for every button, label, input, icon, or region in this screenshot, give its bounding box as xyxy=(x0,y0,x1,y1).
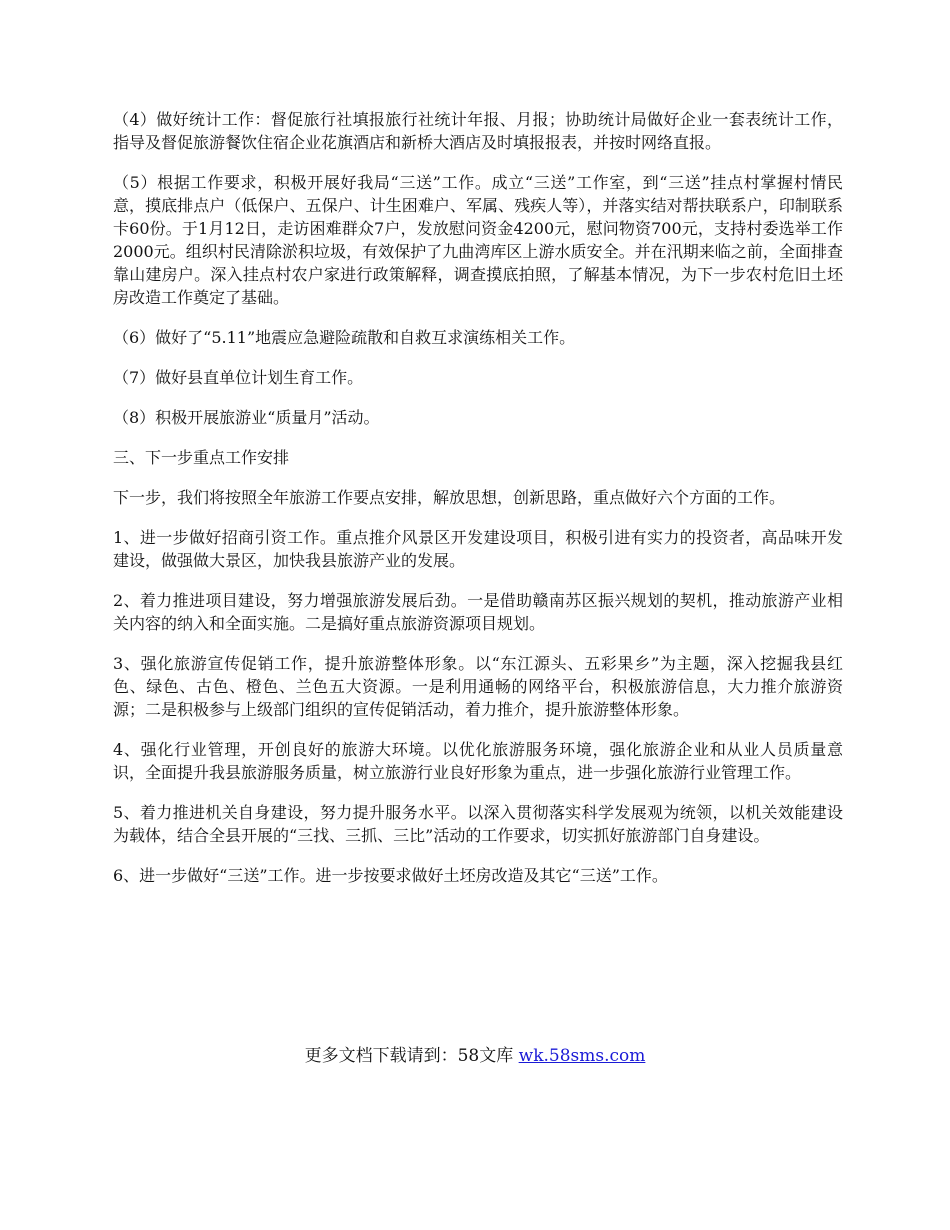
paragraph-item-1: 1、进一步做好招商引资工作。重点推介风景区开发建设项目，积极引进有实力的投资者，高品味开发建设，做强做大景区，加快我县旅游产业的发展。 xyxy=(113,528,843,570)
paragraph-item-6: 6、进一步做好“三送”工作。进一步按要求做好土坯房改造及其它“三送”工作。 xyxy=(113,866,668,885)
paragraph-earthquake-drill: （6）做好了“5.11”地震应急避险疏散和自救互求演练相关工作。 xyxy=(113,328,576,347)
paragraph-sansong-work: （5）根据工作要求，积极开展好我局“三送”工作。成立“三送”工作室，到“三送”挂点村掌握村情民意，摸底排点户（低保户、五保户、计生困难户、军属、残疾人等），并落实结对帮扶联系户，印制联系卡60份。于1月12日，走访困难群众7户，发放慰问资金4200元，慰问物资700元，支持村委选举工作2000元。组织村民清除淤积垃圾，有效保护了九曲湾库区上游水质安全。并在汛期来临之前，全面排查靠山建房户。深入挂点村农户家进行政策解释，调查摸底拍照，了解基本情况，为下一步农村危旧土坯房改造工作奠定了基础。 xyxy=(113,173,843,307)
paragraph-item-5: 5、着力推进机关自身建设，努力提升服务水平。以深入贯彻落实科学发展观为统领，以机关效能建设为载体，结合全县开展的“三找、三抓、三比”活动的工作要求，切实抓好旅游部门自身建设。 xyxy=(113,803,843,845)
paragraph-next-steps-intro: 下一步，我们将按照全年旅游工作要点安排，解放思想，创新思路，重点做好六个方面的工作。 xyxy=(113,488,786,507)
paragraph-quality-month: （8）积极开展旅游业“质量月”活动。 xyxy=(113,408,380,427)
footer-link[interactable]: wk.58sms.com xyxy=(518,1046,646,1066)
document-body xyxy=(113,108,843,904)
paragraph-item-2: 2、着力推进项目建设，努力增强旅游发展后劲。一是借助赣南苏区振兴规划的契机，推动旅游产业相关内容的纳入和全面实施。二是搞好重点旅游资源项目规划。 xyxy=(113,591,843,633)
footer xyxy=(0,1044,950,1068)
paragraph-statistics-work: （4）做好统计工作：督促旅行社填报旅行社统计年报、月报；协助统计局做好企业一套表统计工作，指导及督促旅游餐饮住宿企业花旗酒店和新桥大酒店及时填报报表，并按时网络直报。 xyxy=(113,110,843,152)
section-heading-next-steps: 三、下一步重点工作安排 xyxy=(113,448,290,467)
paragraph-item-3: 3、强化旅游宣传促销工作，提升旅游整体形象。以“东江源头、五彩果乡”为主题，深入挖掘我县红色、绿色、古色、橙色、兰色五大资源。一是利用通畅的网络平台，积极旅游信息，大力推介旅游资源；二是积极参与上级部门组织的宣传促销活动，着力推介，提升旅游整体形象。 xyxy=(113,654,843,719)
paragraph-item-4: 4、强化行业管理，开创良好的旅游大环境。以优化旅游服务环境，强化旅游企业和从业人员质量意识，全面提升我县旅游服务质量，树立旅游行业良好形象为重点，进一步强化旅游行业管理工作。 xyxy=(113,740,843,782)
footer-prefix: 更多文档下载请到：58文库 xyxy=(304,1046,519,1066)
paragraph-family-planning: （7）做好县直单位计划生育工作。 xyxy=(113,368,364,387)
